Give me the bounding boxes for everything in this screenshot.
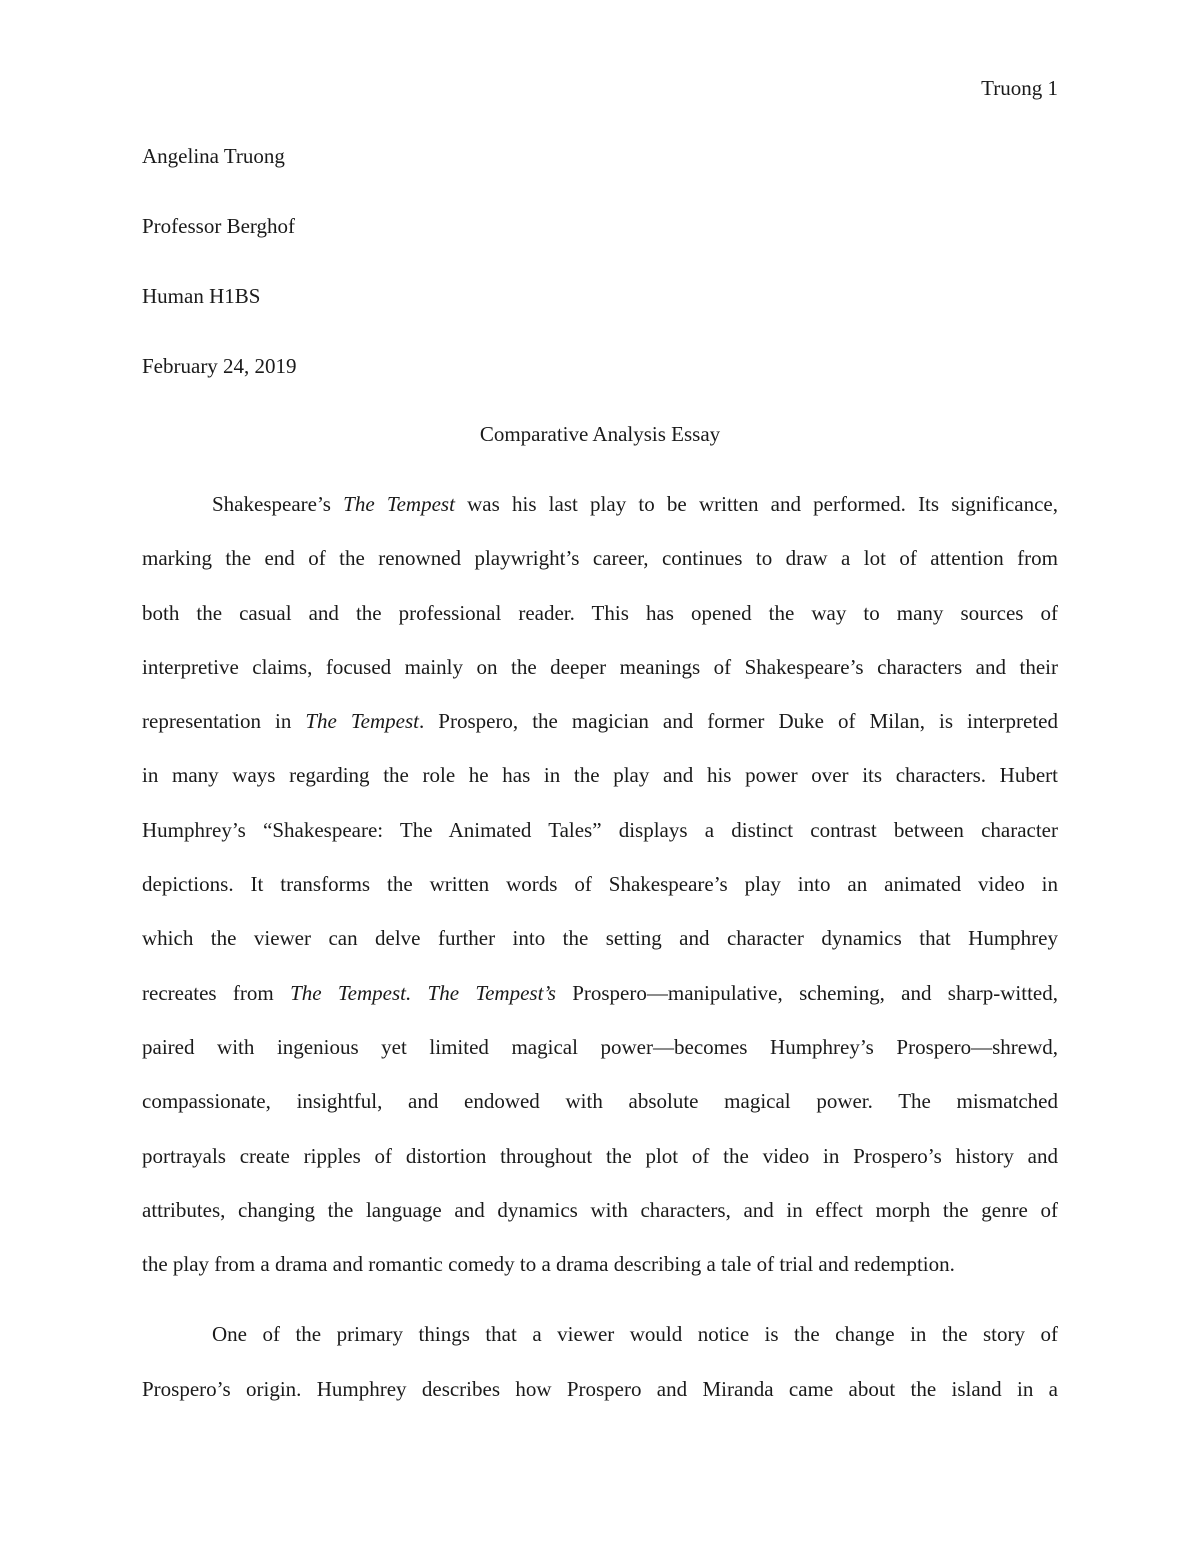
paragraph-line: recreates from The Tempest. The Tempest’s Prospero—manipulative, scheming, and sharp-witted, (142, 980, 1058, 1005)
italic-title: The Tempest (343, 492, 455, 516)
paragraph-line: One of the primary things that a viewer would notice is the change in the story of (212, 1322, 1058, 1347)
paragraph-line: which the viewer can delve further into the setting and character dynamics that Humphrey (142, 926, 1058, 951)
essay-date: February 24, 2019 (142, 354, 297, 378)
instructor-name: Professor Berghof (142, 214, 296, 238)
paragraph-line: paired with ingenious yet limited magical power—becomes Humphrey’s Prospero—shrewd, (142, 1034, 1058, 1059)
author-name: Angelina Truong (142, 144, 285, 168)
paragraph-line: portrayals create ripples of distortion throughout the plot of the video in Prospero’s history and (142, 1143, 1058, 1168)
italic-title: The Tempest. The Tempest’s (290, 980, 556, 1005)
paragraph-line: attributes, changing the language and dynamics with characters, and in effect morph the genre of (142, 1197, 1058, 1222)
paragraph-line: both the casual and the professional reader. This has opened the way to many sources of (142, 600, 1058, 625)
paragraph-line: marking the end of the renowned playwright’s career, continues to draw a lot of attention from (142, 546, 1058, 571)
paragraph-line: Prospero’s origin. Humphrey describes how Prospero and Miranda came about the island in a (142, 1376, 1058, 1401)
paragraph-line: the play from a drama and romantic comedy to a drama describing a tale of trial and redemption. (142, 1252, 955, 1277)
running-head: Truong 1 (981, 76, 1058, 100)
paragraph-line: depictions. It transforms the written words of Shakespeare’s play into an animated video in (142, 872, 1058, 897)
paragraph-line: representation in The Tempest. Prospero, the magician and former Duke of Milan, is interpreted (142, 709, 1058, 734)
essay-body (142, 477, 1058, 1416)
essay-title: Comparative Analysis Essay (479, 422, 721, 446)
paragraph-line: Humphrey’s “Shakespeare: The Animated Tales” displays a distinct contrast between character (142, 817, 1058, 842)
paragraph-line: in many ways regarding the role he has in the play and his power over its characters. Hubert (142, 763, 1058, 788)
paragraph-gap (142, 1291, 1058, 1307)
course-name: Human H1BS (142, 284, 261, 308)
paragraph-line: Shakespeare’s The Tempest was his last play to be written and performed. Its significance, (212, 492, 1058, 516)
paragraph-line: interpretive claims, focused mainly on the deeper meanings of Shakespeare’s characters and their (142, 654, 1058, 679)
italic-title: The Tempest (305, 709, 419, 734)
paragraph-line: compassionate, insightful, and endowed with absolute magical power. The mismatched (142, 1089, 1058, 1114)
mla-heading (142, 142, 297, 422)
